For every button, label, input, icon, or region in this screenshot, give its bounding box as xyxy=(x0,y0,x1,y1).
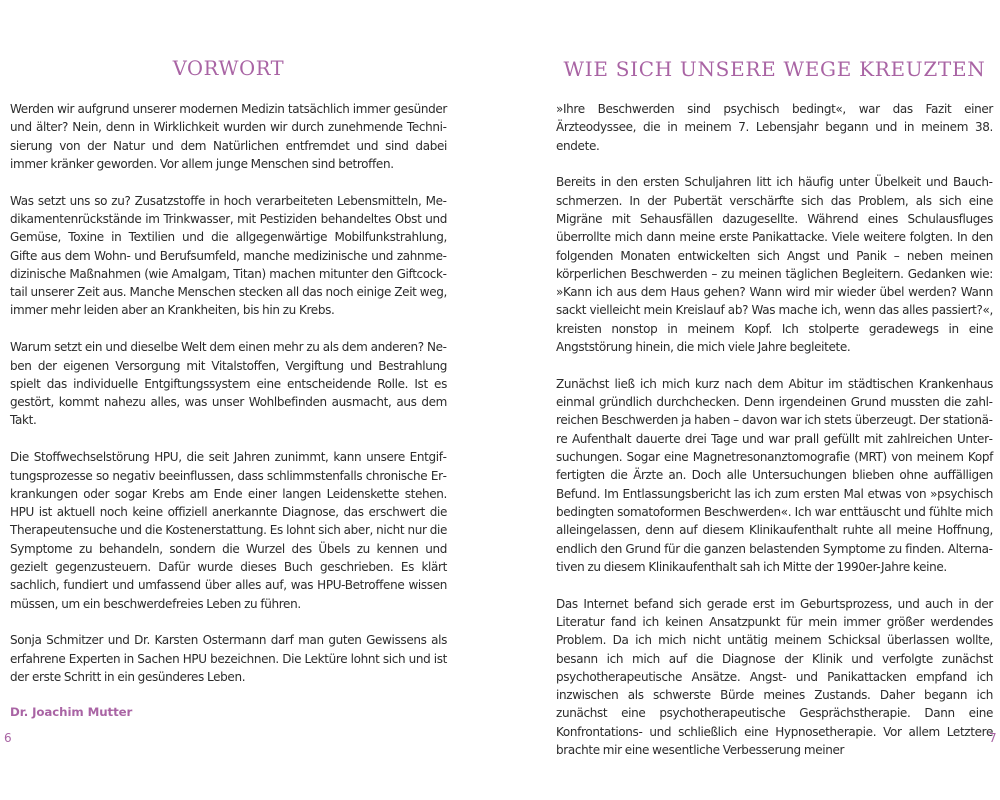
paragraph: Bereits in den ersten Schuljahren litt ich häufig unter Übelkeit und Bauchschmerzen. In der Pubertät verschärfte sich das Problem, als sich eine Migräne mit Sehausfällen dazugesellte. Während eines Schulausfluges überrollte mich dann meine erste Panikattacke. Viele weitere folgten. In den folgenden Monaten entwickelten sich Angst und Panik – neben meinen körperlichen Beschwerden – zu meinen täglichen Begleitern. Gedanken wie: »Kann ich aus dem Haus gehen? Wann wird mir wieder übel werden? Wann sackt vielleicht mein Kreislauf ab? Was mache ich, wenn das alles passiert?«, kreisten nonstop in meinem Kopf. Ich stolperte geradewegs in eine Angststörung hinein, die mich viele Jahre begleitete. xyxy=(556,175,993,355)
right-page-body xyxy=(556,100,993,778)
page-number-left: 6 xyxy=(4,731,12,745)
left-page xyxy=(10,0,447,800)
paragraph: Zunächst ließ ich mich kurz nach dem Abitur im städtischen Krankenhaus einmal gründlich durchchecken. Denn irgendeinen Grund mussten die zahlreichen Beschwerden ja haben – davon war ich stets überzeugt. Der stationäre Aufenthalt dauerte drei Tage und war prall gefüllt mit zahlreichen Untersuchungen. Sogar eine Magnetresonanztomografie (MRT) von meinem Kopf fertigten die Ärzte an. Doch alle Untersuchungen blieben ohne auffälligen Befund. Im Entlassungsbericht las ich zum ersten Mal etwas von »psychisch bedingten somatoformen Beschwerden«. Ich war enttäuscht und fühlte mich alleingelassen, denn auf diesem Klinikaufenthalt ruhte all meine Hoffnung, endlich den Grund für die ganzen belastenden Symptome zu finden. Alternativen zu diesem Klinikaufenthalt sah ich Mitte der 1990er-Jahre keine. xyxy=(556,376,993,574)
paragraph: Warum setzt ein und dieselbe Welt dem einen mehr zu als dem anderen? Neben der eigenen Versorgung mit Vitalstoffen, Vergiftung und Bestrahlung spielt das individuelle Entgiftungssystem eine entscheidende Rolle. Ist es gestört, kommt nahezu alles, was unser Wohlbefinden ausmacht, aus dem Takt. xyxy=(10,340,447,428)
paragraph: Was setzt uns so zu? Zusatzstoffe in hoch verarbeiteten Lebensmitteln, Medikamentenrückstände im Trinkwasser, mit Pestiziden behandeltes Obst und Gemüse, Toxine in Textilien und die allgegenwärtige Mobilfunkstrahlung, Gifte aus dem Wohn- und Berufsumfeld, manche medizinische und zahnmedizinische Maßnahmen (wie Amalgam, Titan) machen mitunter den Giftcocktail unserer Zeit aus. Manche Menschen stecken all das noch einige Zeit weg, immer mehr leiden aber an Krankheiten, bis hin zu Krebs. xyxy=(10,193,447,318)
page-number-right: 7 xyxy=(989,731,997,745)
left-page-body xyxy=(10,100,447,719)
page-title-vorwort: VORWORT xyxy=(172,57,285,80)
author-signature: Dr. Joachim Mutter xyxy=(10,704,133,719)
paragraph: »Ihre Beschwerden sind psychisch bedingt«, war das Fazit einer Ärzteodyssee, die in meinem 7. Lebensjahr begann und in meinem 38. endete. xyxy=(556,102,993,153)
paragraph: Die Stoffwechselstörung HPU, die seit Jahren zunimmt, kann unsere Entgiftungsprozesse so negativ beeinflussen, dass schlimmstenfalls chronische Erkrankungen oder sogar Krebs am Ende einer langen Leidenskette stehen. HPU ist aktuell noch keine offiziell anerkannte Diagnose, das erschwert die Therapeutensuche und die Kostenerstattung. Es lohnt sich aber, nicht nur die Symptome zu behandeln, sondern die Wurzel des Übels zu kennen und gezielt gegenzusteuern. Dafür wurde dieses Buch geschrieben. Es klärt sachlich, fundiert und umfassend über alles auf, was HPU-Betroffene wissen müssen, um ein beschwerdefreies Leben zu führen. xyxy=(10,450,447,611)
paragraph: Sonja Schmitzer und Dr. Karsten Ostermann darf man guten Gewissens als erfahrene Experten in Sachen HPU bezeichnen. Die Lektüre lohnt sich und ist der erste Schritt in ein gesünderes Leben. xyxy=(10,633,447,685)
paragraph: Das Internet befand sich gerade erst im Geburtsprozess, und auch in der Literatur fand ich keinen Ansatzpunkt für mein immer größer werdendes Problem. Da ich mich nicht untätig meinem Schicksal überlassen wollte, besann ich mich auf die Diagnose der Klinik und verfolgte zunächst psychotherapeutische Ansätze. Angst- und Panikattacken empfand ich inzwischen als schwerste Bürde meines Zustands. Daher begann ich zunächst eine psychotherapeutische Gesprächstherapie. Dann eine Konfrontations- und schließlich eine Hypnosetherapie. Vor allem Letztere brachte mir eine wesentliche Verbesserung meiner xyxy=(556,596,993,757)
page-title-wege: WIE SICH UNSERE WEGE KREUZTEN xyxy=(563,57,986,81)
right-page xyxy=(556,0,993,800)
paragraph: Werden wir aufgrund unserer modernen Medizin tatsächlich immer gesünder und älter? Nein, denn in Wirklichkeit wurden wir durch zunehmende Technisierung von der Natur und dem Natürlichen entfremdet und sind dabei immer kränker geworden. Vor allem junge Menschen sind betroffen. xyxy=(10,102,447,171)
